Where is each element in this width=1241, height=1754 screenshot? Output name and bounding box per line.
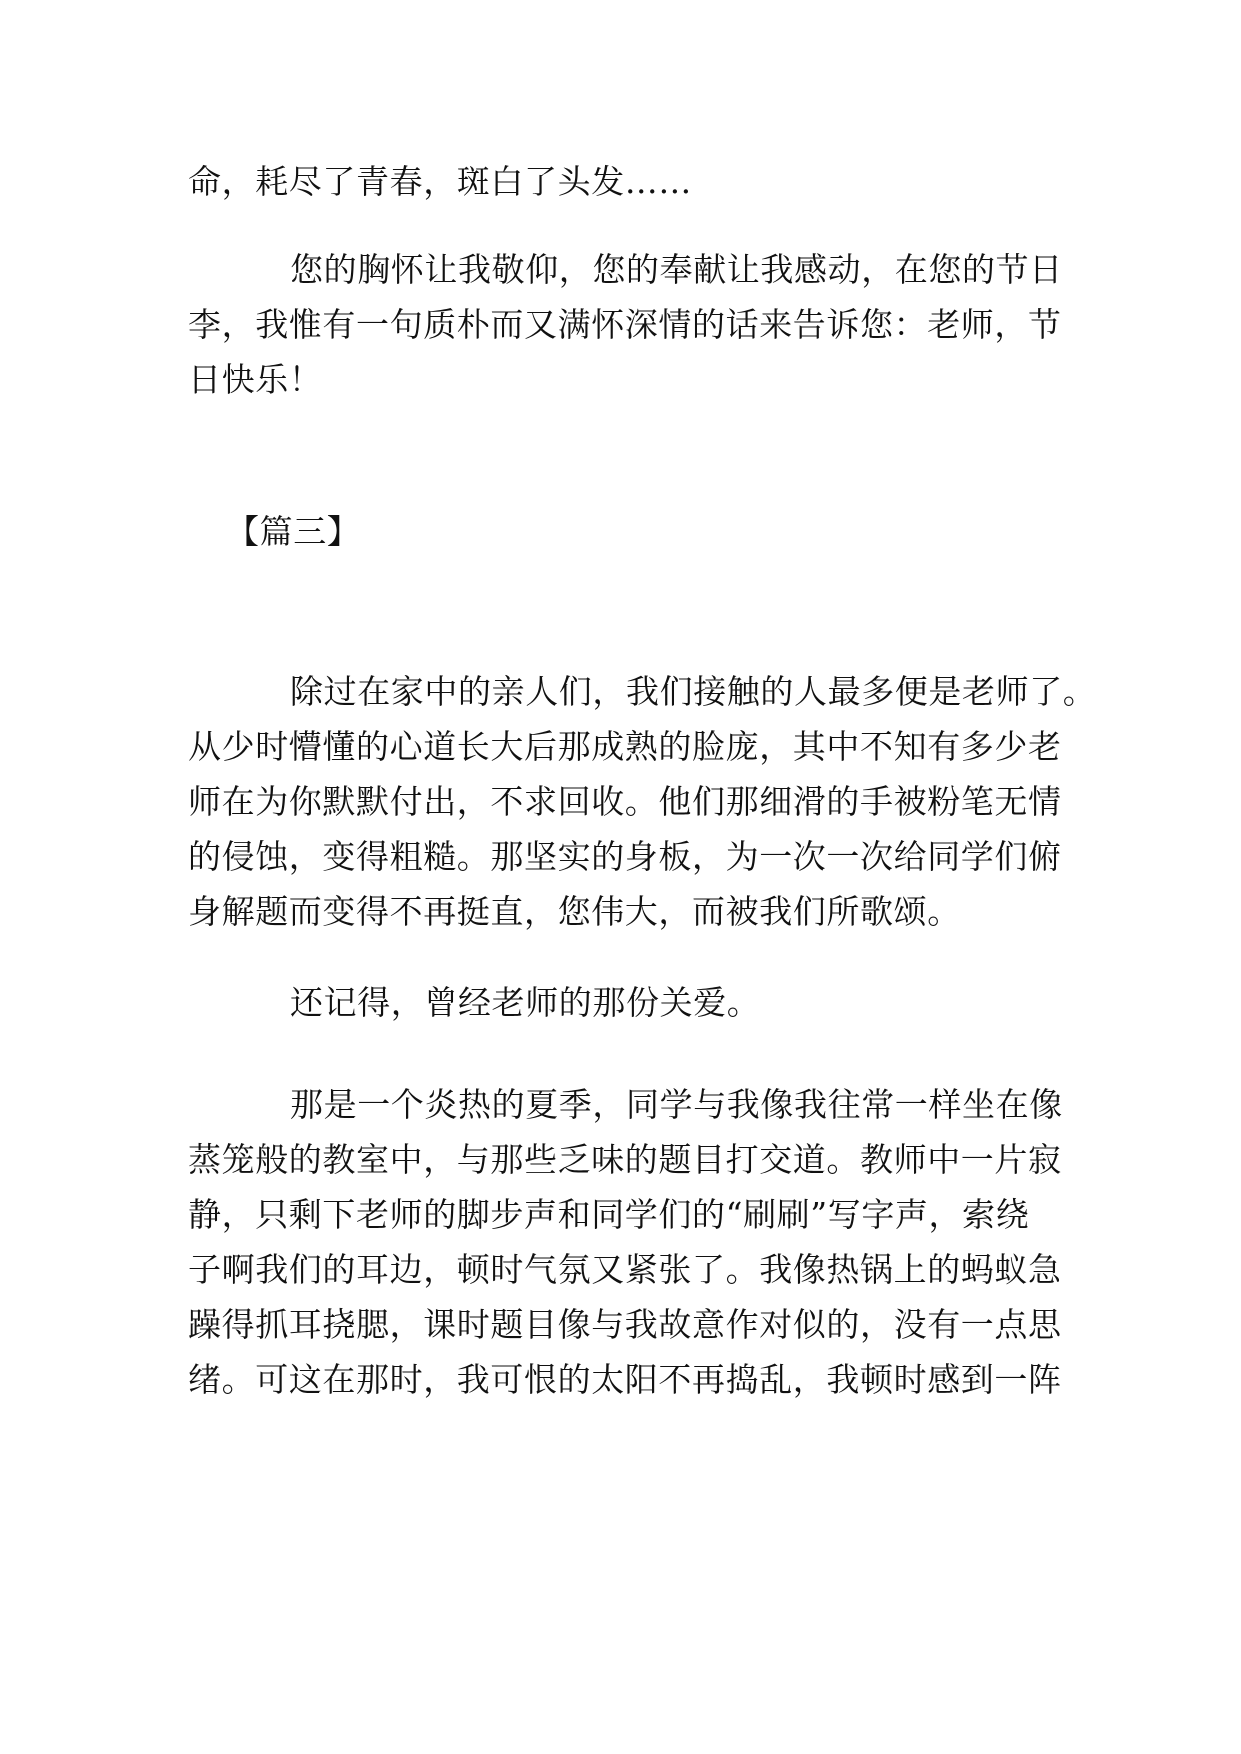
text-line: 身解题而变得不再挺直，您伟大，而被我们所歌颂。 (188, 892, 961, 931)
text-line: 子啊我们的耳边，顿时气氛又紧张了。我像热锅上的蚂蚁急 (188, 1250, 1062, 1289)
text-line: 从少时懵懂的心道长大后那成熟的脸庞，其中不知有多少老 (188, 727, 1062, 766)
text-line: 静，只剩下老师的脚步声和同学们的“刷刷”写字声，索绕 (188, 1195, 1030, 1234)
text-line: 的侵蚀，变得粗糙。那坚实的身板，为一次一次给同学们俯 (188, 837, 1062, 876)
text-line: 除过在家中的亲人们，我们接触的人最多便是老师了。 (290, 672, 1097, 711)
text-line: 李，我惟有一句质朴而又满怀深情的话来告诉您：老师，节 (188, 305, 1062, 344)
text-line: 绪。可这在那时，我可恨的太阳不再捣乱，我顿时感到一阵 (188, 1360, 1062, 1399)
text-line: 那是一个炎热的夏季，同学与我像我往常一样坐在像 (290, 1085, 1063, 1124)
text-line: 还记得，曾经老师的那份关爱。 (290, 983, 761, 1022)
text-line: 师在为你默默付出，不求回收。他们那细滑的手被粉笔无情 (188, 782, 1062, 821)
text-line: 命，耗尽了青春，斑白了头发…… (188, 162, 692, 201)
section-heading: 【篇三】 (226, 512, 361, 551)
text-line: 躁得抓耳挠腮，课时题目像与我故意作对似的，没有一点思 (188, 1305, 1062, 1344)
text-line: 蒸笼般的教室中，与那些乏味的题目打交道。教师中一片寂 (188, 1140, 1062, 1179)
text-line: 日快乐！ (188, 360, 323, 399)
text-line: 您的胸怀让我敬仰，您的奉献让我感动，在您的节日 (290, 250, 1063, 289)
